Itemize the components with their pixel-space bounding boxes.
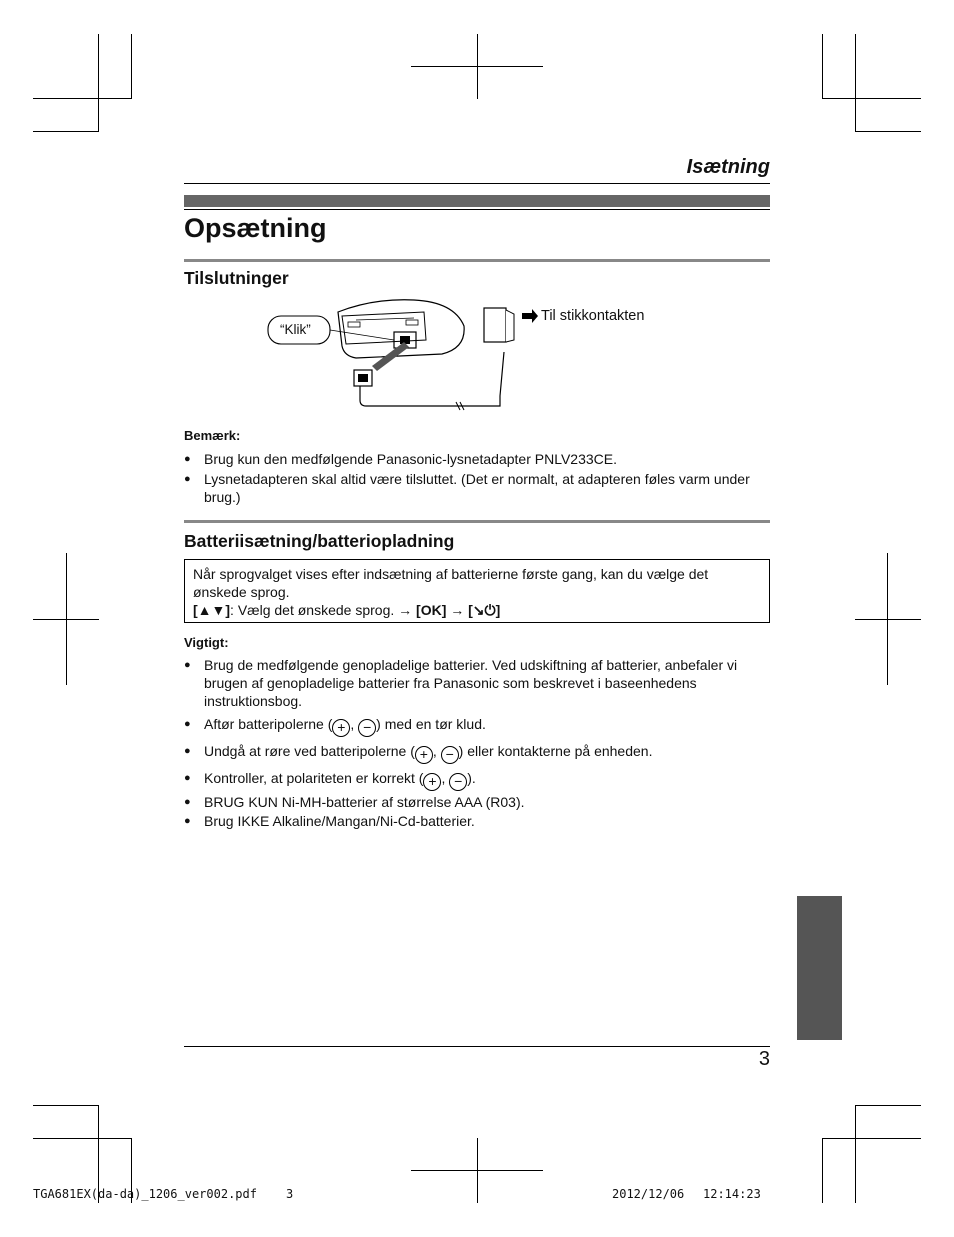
connections-heading: Tilslutninger [184, 268, 289, 288]
footer-page: 3 [286, 1187, 294, 1201]
footer-date: 2012/12/06 [612, 1187, 685, 1201]
list-item: ● Brug de medfølgende genopladelige batterier. Ved udskiftning af batterier, anbefaler vi brugen af genopladelige batterier fra Panasonic som beskrevet i baseenhedens instruktionsbog. [184, 656, 770, 710]
plus-icon: + [423, 773, 441, 791]
list-item: ● Lysnetadapteren skal altid være tilsluttet. (Det er normalt, at adapteren føles varm under brug.) [184, 470, 770, 507]
minus-icon: − [358, 719, 376, 737]
box-step-text: : Vælg det ønskede sprog. → [230, 602, 413, 618]
minus-icon: − [449, 773, 467, 791]
page-title: Opsætning [184, 213, 327, 243]
list-item: ● Brug IKKE Alkaline/Mangan/Ni-Cd-batterier. [184, 812, 770, 830]
ok-key: [OK] [416, 602, 447, 618]
connections-notes [184, 450, 770, 508]
box-text: Når sprogvalget vises efter indsætning af batterierne første gang, kan du vælge det ønskede sprog. [193, 566, 709, 600]
list-item: ● Brug kun den medfølgende Panasonic-lysnetadapter PNLV233CE. [184, 450, 770, 469]
list-item: ● BRUG KUN Ni-MH-batterier af størrelse AAA (R03). [184, 793, 770, 811]
footer-rule [184, 1046, 770, 1047]
page-number: 3 [758, 1048, 770, 1070]
off-key-icon: [↘⏻] [468, 602, 501, 618]
box-step [193, 601, 761, 619]
list-item: ● Undgå at røre ved batteripolerne ( + , − ) eller kontakterne på enheden. [184, 742, 770, 764]
outlet-label: Til stikkontakten [541, 308, 645, 324]
important-label: Vigtigt: [184, 635, 229, 650]
header-rule [184, 183, 770, 184]
section-rule-battery [184, 520, 770, 523]
title-bar [184, 195, 770, 207]
note-label: Bemærk: [184, 428, 241, 443]
minus-icon: − [441, 746, 459, 764]
section-rule-connections [184, 259, 770, 262]
plus-icon: + [332, 719, 350, 737]
battery-notes [184, 656, 770, 831]
connection-diagram [264, 296, 684, 414]
list-item: ● Aftør batteripolerne ( + , − ) med en tør klud. [184, 715, 770, 737]
click-label: “Klik” [280, 322, 311, 337]
arrow: → [450, 602, 465, 618]
footer-time: 12:14:23 [703, 1187, 761, 1201]
up-down-key: [▲▼] [193, 602, 231, 618]
plus-icon: + [415, 746, 433, 764]
title-bar-line [184, 209, 770, 210]
running-header: Isætning [686, 156, 770, 178]
language-info-box [184, 559, 770, 623]
list-item: ● Kontroller, at polariteten er korrekt ( + , − ). [184, 769, 770, 791]
battery-heading: Batteriisætning/batteriopladning [184, 531, 455, 551]
side-tab [797, 896, 842, 1040]
footer-filename: TGA681EX(da-da)_1206_ver002.pdf [33, 1187, 257, 1201]
